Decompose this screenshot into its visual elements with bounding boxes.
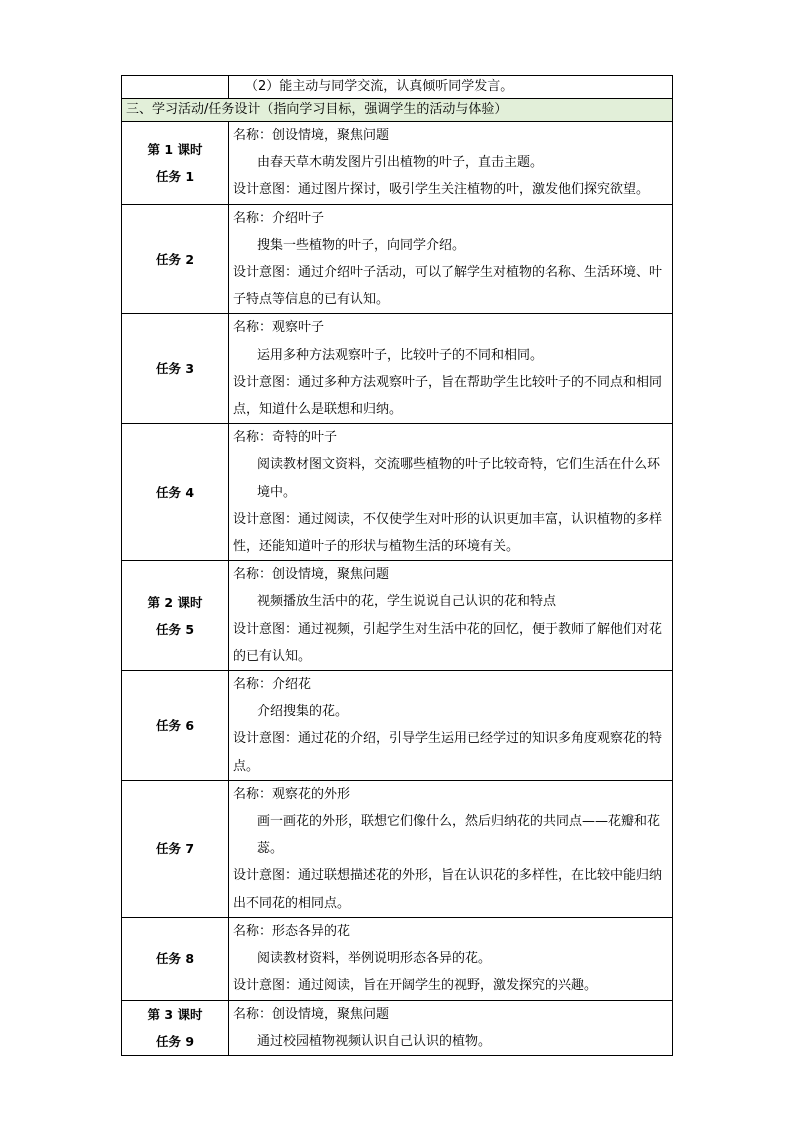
task-description: 由春天草木萌发图片引出植物的叶子，直击主题。: [257, 155, 544, 171]
task-label: 任务 6: [155, 717, 195, 733]
task-name: 名称：创设情境，聚焦问题: [233, 567, 390, 583]
task-design-intent: 设计意图：通过视频，引起学生对生活中花的回忆，便于教师了解他们对花的已有认知。: [233, 621, 663, 664]
task-label-cell: [122, 314, 229, 424]
task-label: 任务 9: [155, 1033, 195, 1049]
task-design-intent: 设计意图：通过花的介绍，引导学生运用已经学过的知识多角度观察花的特点。: [233, 731, 663, 774]
task-design-intent: 设计意图：通过介绍叶子活动，可以了解学生对植物的名称、生活环境、叶子特点等信息的已有认知。: [233, 265, 663, 308]
task-label-cell: [122, 122, 229, 205]
task-row: [122, 671, 673, 781]
task-name: 名称：形态各异的花: [233, 923, 351, 939]
task-label-cell: [122, 671, 229, 781]
task-content-cell: [229, 424, 673, 561]
task-label: 任务 4: [155, 484, 195, 500]
task-content-cell: [229, 1000, 673, 1055]
task-description: 视频播放生活中的花，学生说说自己认识的花和特点: [257, 594, 557, 610]
task-design-intent: 设计意图：通过联想描述花的外形，旨在认识花的多样性，在比较中能归纳出不同花的相同点。: [233, 868, 663, 911]
task-description: 介绍搜集的花。: [257, 704, 349, 720]
task-name: 名称：介绍花: [233, 677, 312, 693]
task-content-cell: [229, 122, 673, 205]
task-description: 运用多种方法观察叶子，比较叶子的不同和相同。: [257, 347, 544, 363]
task-row: [122, 561, 673, 671]
task-name: 名称：创设情境，聚焦问题: [233, 128, 390, 143]
section-header: 三、学习活动/任务设计（指向学习目标，强调学生的活动与体验）: [122, 99, 673, 122]
task-content-cell: [229, 671, 673, 781]
objective-row: [122, 76, 673, 99]
task-row: [122, 122, 673, 205]
task-label: 任务 2: [155, 251, 195, 267]
task-description: 通过校园植物视频认识自己认识的植物。: [257, 1033, 492, 1049]
task-name: 名称：观察叶子: [233, 320, 325, 336]
task-design-intent: 设计意图：通过图片探讨，吸引学生关注植物的叶，激发他们探究欲望。: [233, 182, 650, 198]
task-row: [122, 780, 673, 917]
task-description: 阅读教材资料，举例说明形态各异的花。: [257, 951, 492, 967]
section-header-row: [122, 99, 673, 122]
task-label-cell: [122, 561, 229, 671]
task-label-cell: [122, 780, 229, 917]
task-label-cell: [122, 424, 229, 561]
task-row: [122, 1000, 673, 1055]
task-label-cell: [122, 1000, 229, 1055]
task-design-intent: 设计意图：通过阅读，旨在开阔学生的视野，激发探究的兴趣。: [233, 978, 598, 994]
task-row: [122, 204, 673, 314]
lesson-label: 第 2 课时: [147, 594, 203, 610]
task-name: 名称：奇特的叶子: [233, 430, 338, 446]
task-label-cell: [122, 204, 229, 314]
task-content-cell: [229, 780, 673, 917]
task-name: 名称：介绍叶子: [233, 210, 325, 226]
task-name: 名称：创设情境，聚焦问题: [233, 1006, 390, 1022]
task-content-cell: [229, 314, 673, 424]
lesson-label: 第 3 课时: [147, 1006, 203, 1022]
task-label: 任务 3: [155, 361, 195, 377]
task-row: [122, 424, 673, 561]
lesson-label: 第 1 课时: [147, 141, 203, 157]
task-content-cell: [229, 204, 673, 314]
task-name: 名称：观察花的外形: [233, 786, 351, 802]
task-row: [122, 917, 673, 1000]
task-label: 任务 1: [155, 168, 195, 184]
task-design-intent: 设计意图：通过阅读，不仅使学生对叶形的认识更加丰富，认识植物的多样性，还能知道叶子的形状与植物生活的环境有关。: [233, 511, 663, 555]
objective-text: （2）能主动与同学交流，认真倾听同学发言。: [229, 76, 673, 99]
lesson-plan-table: [121, 75, 673, 1056]
task-description: 搜集一些植物的叶子，向同学介绍。: [257, 237, 466, 253]
task-label-cell: [122, 917, 229, 1000]
empty-cell: [122, 76, 229, 99]
task-label: 任务 5: [155, 621, 195, 637]
task-description: 阅读教材图文资料，交流哪些植物的叶子比较奇特，它们生活在什么环境中。: [257, 457, 661, 500]
task-row: [122, 314, 673, 424]
task-label: 任务 7: [155, 841, 195, 857]
task-design-intent: 设计意图：通过多种方法观察叶子，旨在帮助学生比较叶子的不同点和相同点，知道什么是联想和归纳。: [233, 374, 663, 418]
task-description: 画一画花的外形，联想它们像什么，然后归纳花的共同点——花瓣和花蕊。: [257, 814, 661, 857]
task-label: 任务 8: [155, 951, 195, 967]
task-content-cell: [229, 561, 673, 671]
task-content-cell: [229, 917, 673, 1000]
